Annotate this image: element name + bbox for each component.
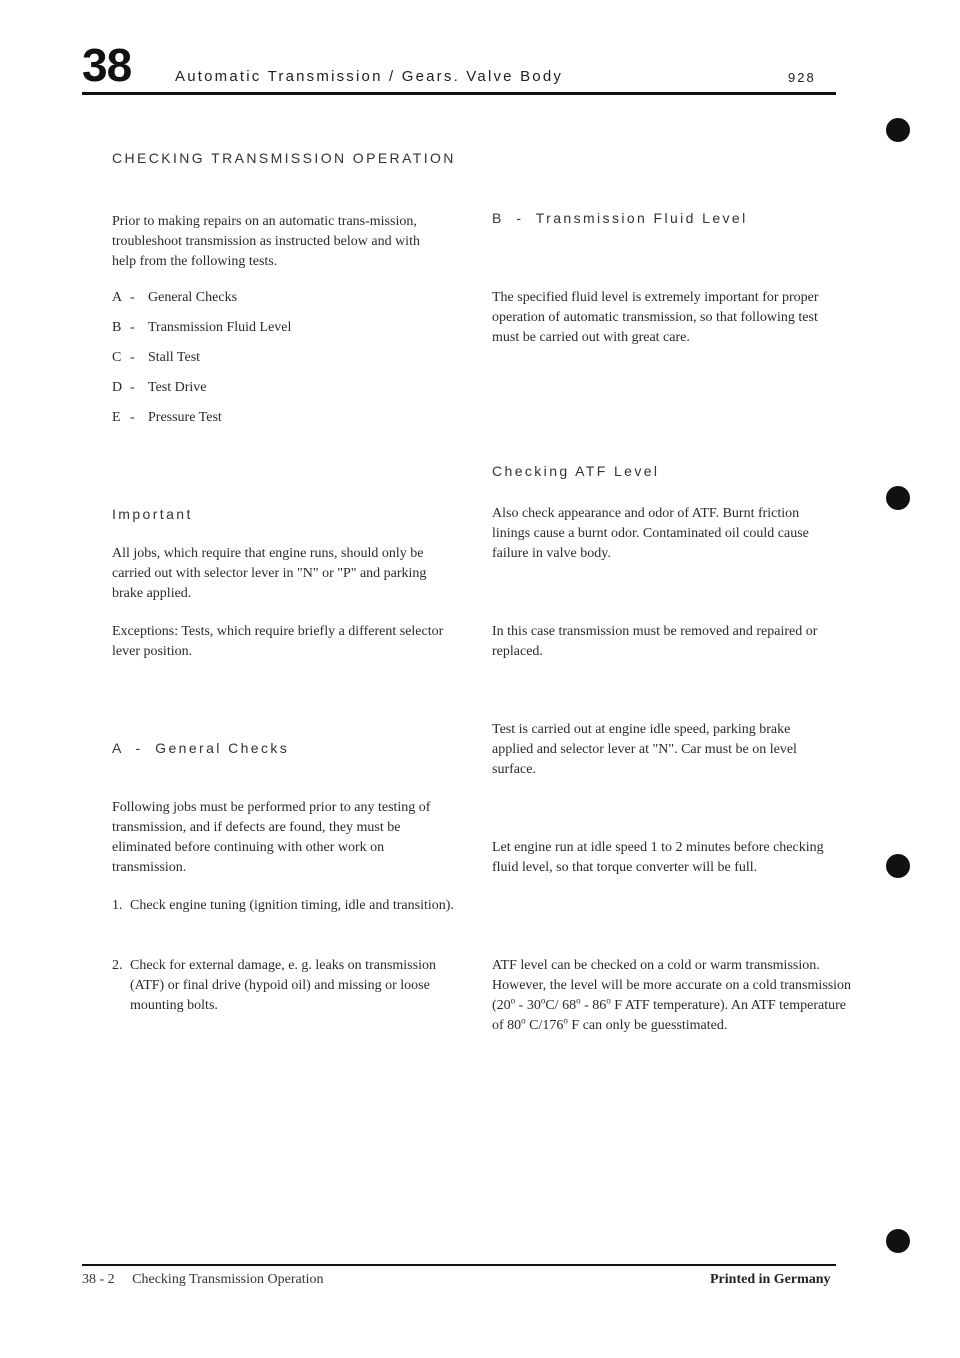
atf-temperature-paragraph: ATF level can be checked on a cold or warm transmission. However, the level will be more accurate on a cold transmission (20$^o$ - 30$^o$C/ 68$^o$ - 86$^o$ F ATF temperature). An ATF temperature of 80$^o$ C/176$^o$ F can only be guesstimated.: [492, 958, 852, 1033]
list-item: D - Test Drive: [112, 380, 207, 395]
section-a-heading: A - General Checks: [112, 740, 290, 756]
section-a-paragraph: Following jobs must be performed prior to any testing of transmission, and if defects are found, they must be eliminated before continuing with other work on transmission.: [112, 800, 431, 875]
atf-paragraph: Let engine run at idle speed 1 to 2 minutes before checking fluid level, so that torque converter will be full.: [492, 840, 824, 875]
page-number: 928: [788, 70, 816, 85]
exceptions-paragraph: Exceptions: Tests, which require briefly a different selector lever position.: [112, 624, 444, 659]
chapter-title: Automatic Transmission / Gears. Valve Body: [175, 68, 564, 85]
footer-section-label: 38 - 2 Checking Transmission Operation: [82, 1272, 324, 1287]
important-heading: Important: [112, 506, 193, 522]
chapter-number: 38: [82, 39, 132, 91]
binder-hole-dot: [886, 118, 910, 142]
footer-rule: [82, 1264, 836, 1266]
atf-paragraph: Also check appearance and odor of ATF. Burnt friction linings cause a burnt odor. Contaminated oil could cause failure in valve body.: [492, 506, 809, 561]
header-rule: [82, 92, 836, 95]
list-item: 2. Check for external damage, e. g. leaks on transmission (ATF) or final drive (hypoid oil) and missing or loose mounting bolts.: [112, 958, 436, 1013]
degree-mark: o: [563, 1015, 568, 1026]
section-b-heading: B - Transmission Fluid Level: [492, 210, 748, 226]
section-b-paragraph: The specified fluid level is extremely important for proper operation of automatic transmission, so that following test must be carried out with great care.: [492, 290, 819, 345]
binder-hole-dot: [886, 1229, 910, 1253]
atf-level-heading: Checking ATF Level: [492, 463, 660, 479]
footer-printed-note: Printed in Germany: [710, 1272, 831, 1287]
intro-paragraph: Prior to making repairs on an automatic trans-mission, troubleshoot transmission as instructed below and with help from the following tests.: [112, 214, 420, 269]
atf-paragraph: In this case transmission must be removed and repaired or replaced.: [492, 624, 818, 659]
list-item: 1. Check engine tuning (ignition timing, idle and transition).: [112, 898, 454, 913]
atf-paragraph: Test is carried out at engine idle speed, parking brake applied and selector lever at "N". Car must be on level surface.: [492, 722, 797, 777]
degree-mark: o: [576, 995, 581, 1006]
binder-hole-dot: [886, 854, 910, 878]
degree-mark: o: [540, 995, 546, 1006]
list-item: B - Transmission Fluid Level: [112, 320, 292, 335]
page-heading: CHECKING TRANSMISSION OPERATION: [112, 150, 456, 166]
list-item: C - Stall Test: [112, 350, 201, 365]
degree-mark: o: [521, 1015, 526, 1026]
list-item: A - General Checks: [112, 290, 238, 305]
binder-hole-dot: [886, 486, 910, 510]
list-item: E - Pressure Test: [112, 410, 222, 425]
degree-mark: o: [510, 995, 516, 1006]
important-paragraph: All jobs, which require that engine runs, should only be carried out with selector lever in "N" or "P" and parking brake applied.: [112, 546, 427, 601]
degree-mark: o: [606, 995, 611, 1006]
test-list: [112, 288, 291, 428]
